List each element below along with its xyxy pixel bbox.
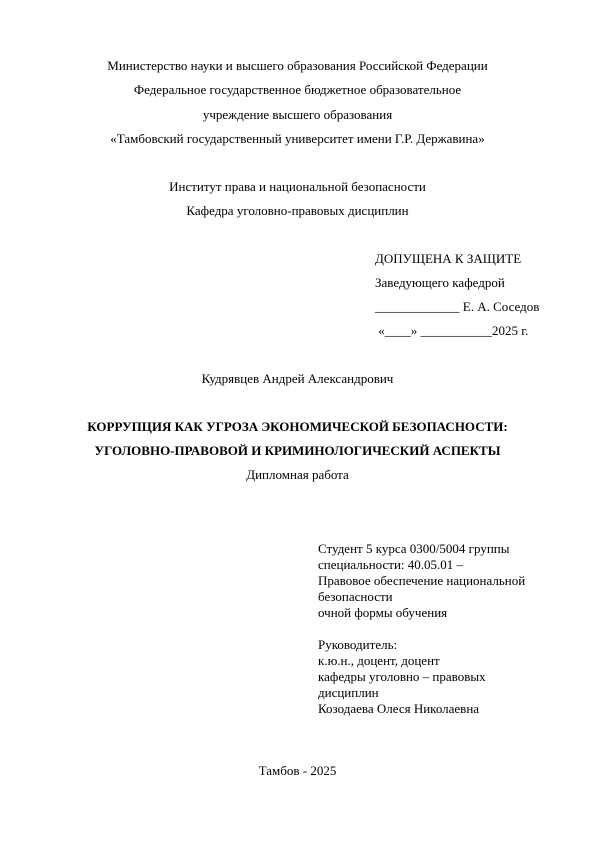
- approval-signature: _____________ Е. А. Соседов: [375, 299, 540, 314]
- institution-type-line: учреждение высшего образования: [202, 107, 393, 122]
- supervisor-name: Козодаева Олеся Николаевна: [318, 701, 480, 716]
- university-type-line: Федеральное государственное бюджетное образовательное: [133, 82, 462, 97]
- supervisor-block: [318, 637, 486, 717]
- approval-role-wrap: [375, 275, 505, 291]
- supervisor-line: Руководитель:: [318, 637, 398, 652]
- student-line: Правовое обеспечение национальной: [318, 573, 526, 588]
- supervisor-line: к.ю.н., доцент, доцент: [318, 653, 440, 668]
- ministry-line: Министерство науки и высшего образования Российской Федерации: [107, 58, 488, 73]
- author-name: Кудрявцев Андрей Александрович: [201, 371, 394, 386]
- approval-role: Заведующего кафедрой: [375, 275, 505, 290]
- student-line: очной формы обучения: [318, 605, 448, 620]
- city-year: Тамбов - 2025: [258, 763, 337, 778]
- supervisor-line: кафедры уголовно – правовых: [318, 669, 486, 684]
- approval-date: «____» ___________2025 г.: [375, 323, 529, 338]
- student-line: безопасности: [318, 589, 393, 604]
- student-line: Студент 5 курса 0300/5004 группы: [318, 541, 510, 556]
- approval-title: ДОПУЩЕНА К ЗАЩИТЕ: [375, 251, 522, 266]
- thesis-type: Дипломная работа: [246, 467, 349, 482]
- university-name-line: «Тамбовский государственный университет имени Г.Р. Державина»: [110, 131, 485, 146]
- thesis-title-line-2: УГОЛОВНО-ПРАВОВОЙ И КРИМИНОЛОГИЧЕСКИЙ АСПЕКТЫ: [94, 443, 501, 458]
- approval-block: [375, 251, 521, 267]
- thesis-title-line-1: КОРРУПЦИЯ КАК УГРОЗА ЭКОНОМИЧЕСКОЙ БЕЗОПАСНОСТИ:: [87, 419, 508, 434]
- student-block: [318, 541, 525, 621]
- institute-name: Институт права и национальной безопасности: [169, 179, 426, 194]
- student-line: специальности: 40.05.01 –: [318, 557, 464, 572]
- department-name: Кафедра уголовно-правовых дисциплин: [186, 203, 409, 218]
- approval-signature-wrap: [375, 299, 539, 315]
- supervisor-line: дисциплин: [318, 685, 379, 700]
- approval-date-wrap: [375, 323, 528, 339]
